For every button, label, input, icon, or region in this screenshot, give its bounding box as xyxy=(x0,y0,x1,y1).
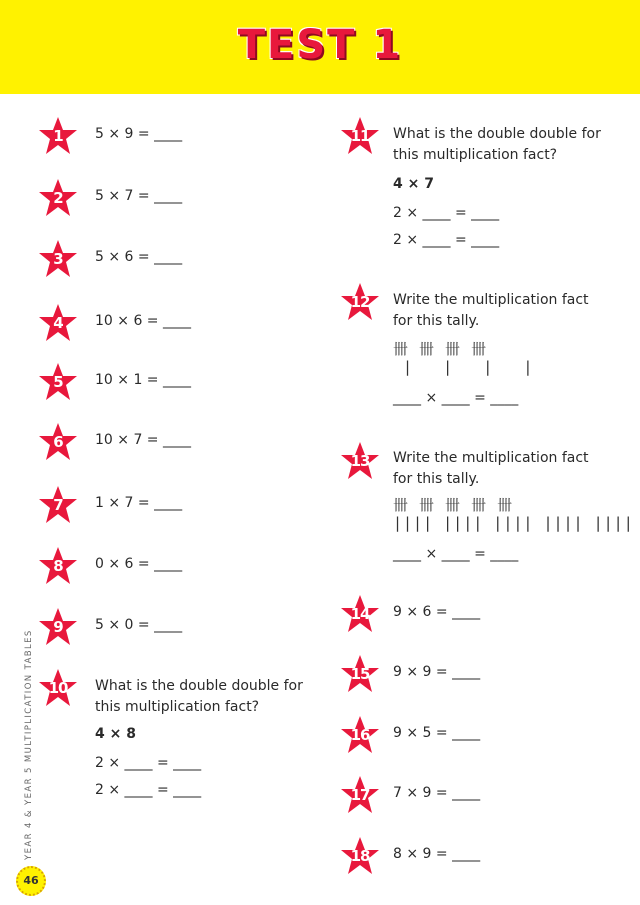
star-number-badge: 13 xyxy=(340,441,380,481)
answer-line: ____ × ____ = ____ xyxy=(393,546,519,562)
answer-line: ____ × ____ = ____ xyxy=(393,390,519,406)
question-text: 9 × 6 = ____ xyxy=(393,604,481,620)
question-text: for this tally. xyxy=(393,313,480,329)
star-number-badge: 4 xyxy=(38,303,78,343)
star-number-badge: 7 xyxy=(38,485,78,525)
answer-line: 2 × ____ = ____ xyxy=(95,755,202,771)
question-text: for this tally. xyxy=(393,471,480,487)
answer-line: 2 × ____ = ____ xyxy=(393,232,500,248)
star-number-badge: 15 xyxy=(340,654,380,694)
question-text: this multiplication fact? xyxy=(393,147,558,163)
page-title: TEST 1 xyxy=(237,22,403,68)
tally-marks: |||| |||| |||| |||| |||| xyxy=(393,514,634,532)
star-number-badge: 11 xyxy=(340,116,380,156)
answer-line: 2 × ____ = ____ xyxy=(95,782,202,798)
question-text: 10 × 6 = ____ xyxy=(95,313,191,329)
question-text: 5 × 6 = ____ xyxy=(95,249,183,265)
question-text: 0 × 6 = ____ xyxy=(95,556,183,572)
star-number-badge: 5 xyxy=(38,362,78,402)
question-text: 9 × 9 = ____ xyxy=(393,664,481,680)
question-text: this multiplication fact? xyxy=(95,699,260,715)
star-number-badge: 12 xyxy=(340,282,380,322)
star-number-badge: 6 xyxy=(38,422,78,462)
question-text: 10 × 7 = ____ xyxy=(95,432,191,448)
tally-marks: 卌 卌 卌 卌 xyxy=(393,340,488,358)
star-number-badge: 2 xyxy=(38,178,78,218)
tally-marks: 卌 卌 卌 卌 卌 xyxy=(393,496,514,514)
book-title-sidebar: YEAR 4 & YEAR 5 MULTIPLICATION TABLES xyxy=(24,629,34,860)
question-text: 7 × 9 = ____ xyxy=(393,785,481,801)
question-text: 1 × 7 = ____ xyxy=(95,495,183,511)
question-text: Write the multiplication fact xyxy=(393,292,589,308)
answer-line: 2 × ____ = ____ xyxy=(393,205,500,221)
question-text: 5 × 7 = ____ xyxy=(95,188,183,204)
star-number-badge: 17 xyxy=(340,775,380,815)
question-text: 5 × 9 = ____ xyxy=(95,126,183,142)
multiplication-fact: 4 × 8 xyxy=(95,726,136,742)
question-text: What is the double double for xyxy=(393,126,601,142)
star-number-badge: 9 xyxy=(38,607,78,647)
tally-marks: | | | | xyxy=(393,358,534,376)
question-text: What is the double double for xyxy=(95,678,303,694)
star-number-badge: 18 xyxy=(340,836,380,876)
star-number-badge: 1 xyxy=(38,116,78,156)
question-text: Write the multiplication fact xyxy=(393,450,589,466)
question-text: 9 × 5 = ____ xyxy=(393,725,481,741)
star-number-badge: 14 xyxy=(340,594,380,634)
star-number-badge: 16 xyxy=(340,715,380,755)
page-number: 46 xyxy=(16,866,46,896)
question-text: 8 × 9 = ____ xyxy=(393,846,481,862)
star-number-badge: 8 xyxy=(38,546,78,586)
multiplication-fact: 4 × 7 xyxy=(393,176,434,192)
star-number-badge: 10 xyxy=(38,668,78,708)
question-text: 5 × 0 = ____ xyxy=(95,617,183,633)
question-text: 10 × 1 = ____ xyxy=(95,372,191,388)
star-number-badge: 3 xyxy=(38,239,78,279)
